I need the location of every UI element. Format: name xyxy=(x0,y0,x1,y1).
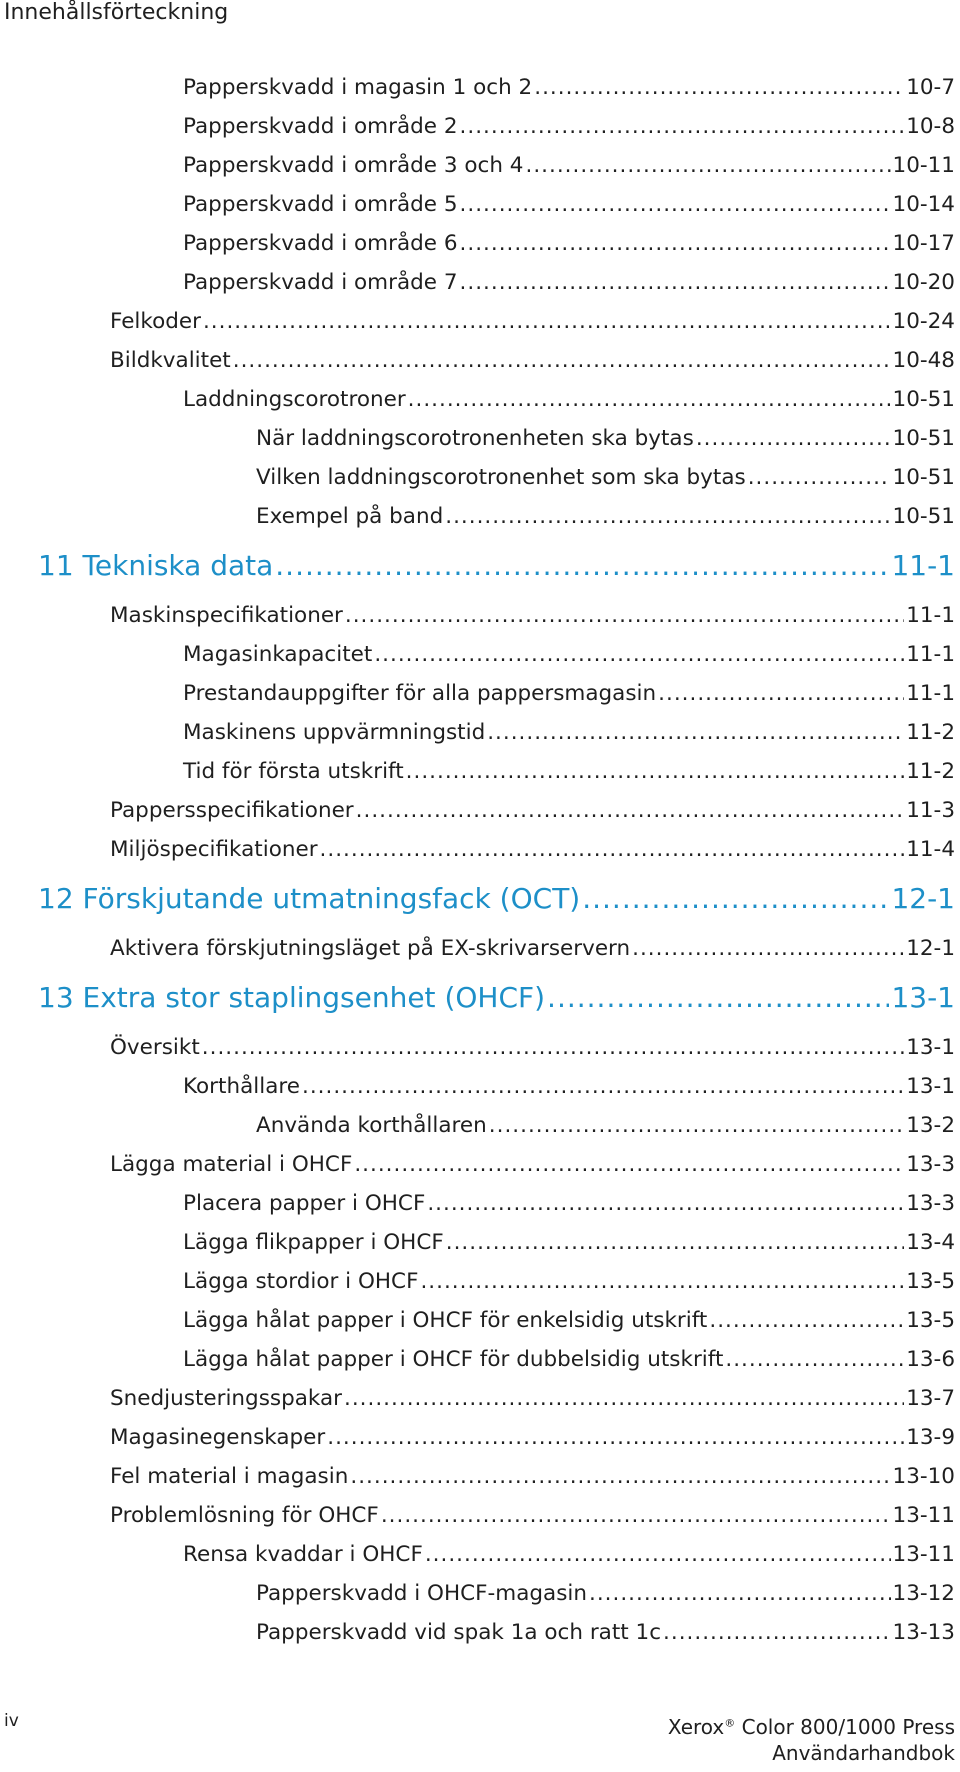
dot-leader xyxy=(525,146,890,185)
toc-entry-page: 10-20 xyxy=(892,270,955,295)
toc-entry[interactable] xyxy=(0,1262,960,1301)
toc-entry-title: Papperskvadd i område 6 xyxy=(183,231,458,256)
dot-leader xyxy=(534,68,904,107)
toc-entry-page: 11-1 xyxy=(906,681,955,706)
registered-mark: ® xyxy=(724,1716,736,1730)
toc-entry-title: Korthållare xyxy=(183,1074,300,1099)
toc-entry[interactable] xyxy=(0,224,960,263)
toc-entry-title: Prestandauppgifter för alla pappersmagasin xyxy=(183,681,657,706)
toc-entry-title: 13 Extra stor staplingsenhet (OHCF) xyxy=(38,981,546,1014)
toc-entry[interactable] xyxy=(0,497,960,536)
toc-entry-page: 13-13 xyxy=(892,1620,955,1645)
toc-entry-page: 13-11 xyxy=(892,1542,955,1567)
dot-leader xyxy=(658,674,904,713)
toc-entry-page: 10-24 xyxy=(892,309,955,334)
toc-entry[interactable] xyxy=(0,185,960,224)
toc-entry-title: Papperskvadd vid spak 1a och ratt 1c xyxy=(256,1620,662,1645)
toc-entry-title: Lägga hålat papper i OHCF för dubbelsidig utskrift xyxy=(183,1347,724,1372)
toc-entry-page: 13-5 xyxy=(906,1269,955,1294)
dot-leader xyxy=(233,341,891,380)
toc-entry[interactable] xyxy=(0,68,960,107)
toc-entry[interactable] xyxy=(0,1496,960,1535)
toc-entry-title: Papperskvadd i område 7 xyxy=(183,270,458,295)
dot-leader xyxy=(632,929,904,968)
toc-entry-title: Lägga hålat papper i OHCF för enkelsidig utskrift xyxy=(183,1308,708,1333)
toc-entry-page: 13-2 xyxy=(906,1113,955,1138)
manual-title: Användarhandbok xyxy=(772,1741,955,1765)
toc-entry-title: Papperskvadd i OHCF-magasin xyxy=(256,1581,587,1606)
toc-entry-title: Fel material i magasin xyxy=(110,1464,349,1489)
toc-entry-title: Maskinens uppvärmningstid xyxy=(183,720,486,745)
toc-entry-page: 11-1 xyxy=(906,603,955,628)
toc-entry-title: Aktivera förskjutningsläget på EX-skrivarservern xyxy=(110,936,631,961)
toc-entry-page: 10-7 xyxy=(906,75,955,100)
toc-entry-title: Använda korthållaren xyxy=(256,1113,487,1138)
toc-entry-page: 11-1 xyxy=(906,642,955,667)
toc-entry[interactable] xyxy=(0,1184,960,1223)
toc-entry-page: 11-1 xyxy=(891,549,955,582)
toc-entry[interactable] xyxy=(0,302,960,341)
toc-entry-page: 13-4 xyxy=(906,1230,955,1255)
product-name: Color 800/1000 Press xyxy=(741,1715,955,1739)
toc-entry-title: Vilken laddningscorotronenhet som ska bytas xyxy=(256,465,746,490)
toc-entry-title: Lägga stordior i OHCF xyxy=(183,1269,419,1294)
toc-entry-page: 13-10 xyxy=(892,1464,955,1489)
toc-entry-page: 13-1 xyxy=(891,981,955,1014)
dot-leader xyxy=(425,1535,891,1574)
toc-entry-title: Exempel på band xyxy=(256,504,444,529)
dot-leader xyxy=(487,713,904,752)
dot-leader xyxy=(420,1262,904,1301)
dot-leader xyxy=(460,107,905,146)
toc-entry-title: Papperskvadd i område 3 och 4 xyxy=(183,153,524,178)
toc-entry-page: 13-5 xyxy=(906,1308,955,1333)
toc-entry-title: Placera papper i OHCF xyxy=(183,1191,426,1216)
toc-entry-title: Problemlösning för OHCF xyxy=(110,1503,379,1528)
dot-leader xyxy=(202,1028,904,1067)
footer-brand xyxy=(668,1714,955,1766)
toc-entry-title: Papperskvadd i magasin 1 och 2 xyxy=(183,75,533,100)
toc-entry-page: 10-14 xyxy=(892,192,955,217)
toc-entry[interactable] xyxy=(0,713,960,752)
toc-entry-page: 10-8 xyxy=(906,114,955,139)
dot-leader xyxy=(345,596,904,635)
dot-leader xyxy=(445,497,890,536)
toc-entry-page: 13-7 xyxy=(906,1386,955,1411)
brand-name: Xerox xyxy=(667,1715,725,1739)
toc-entry-page: 10-17 xyxy=(892,231,955,256)
toc-entry-title: Laddningscorotroner xyxy=(183,387,406,412)
toc-entry[interactable] xyxy=(0,1574,960,1613)
page-number: iv xyxy=(4,1711,19,1731)
toc-entry[interactable] xyxy=(0,596,960,635)
toc-entry-page: 13-3 xyxy=(906,1152,955,1177)
toc-chapter-entry[interactable] xyxy=(0,875,960,923)
dot-leader xyxy=(381,1496,891,1535)
toc-entry-title: När laddningscorotronenheten ska bytas xyxy=(256,426,694,451)
toc-entry-page: 10-11 xyxy=(892,153,955,178)
toc-entry-page: 13-1 xyxy=(906,1035,955,1060)
toc-entry-page: 11-4 xyxy=(906,837,955,862)
dot-leader xyxy=(350,1457,890,1496)
dot-leader xyxy=(748,458,891,497)
toc-entry[interactable] xyxy=(0,341,960,380)
toc-entry[interactable] xyxy=(0,458,960,497)
toc-entry-title: Pappersspecifikationer xyxy=(110,798,354,823)
toc-entry[interactable] xyxy=(0,791,960,830)
dot-leader xyxy=(327,1418,904,1457)
toc-entry[interactable] xyxy=(0,107,960,146)
toc-entry[interactable] xyxy=(0,1457,960,1496)
toc-entry[interactable] xyxy=(0,674,960,713)
toc-entry-title: Papperskvadd i område 2 xyxy=(183,114,458,139)
dot-leader xyxy=(709,1301,904,1340)
toc-entry-page: 10-48 xyxy=(892,348,955,373)
toc-entry[interactable] xyxy=(0,1145,960,1184)
toc-entry[interactable] xyxy=(0,1106,960,1145)
dot-leader xyxy=(302,1067,904,1106)
toc-entry[interactable] xyxy=(0,1067,960,1106)
toc-entry-title: Maskinspecifikationer xyxy=(110,603,343,628)
toc-entry-page: 10-51 xyxy=(892,465,955,490)
toc-entry[interactable] xyxy=(0,1613,960,1652)
dot-leader xyxy=(408,380,891,419)
toc-entry-title: Snedjusteringsspakar xyxy=(110,1386,343,1411)
toc-entry-title: 11 Tekniska data xyxy=(38,549,274,582)
toc-entry-title: 12 Förskjutande utmatningsfack (OCT) xyxy=(38,882,581,915)
dot-leader xyxy=(460,224,891,263)
toc-entry-page: 13-9 xyxy=(906,1425,955,1450)
toc-entry[interactable] xyxy=(0,1223,960,1262)
dot-leader xyxy=(547,974,889,1022)
toc-entry-page: 12-1 xyxy=(906,936,955,961)
dot-leader xyxy=(446,1223,904,1262)
toc-entry-title: Felkoder xyxy=(110,309,201,334)
dot-leader xyxy=(275,542,889,590)
toc-entry-title: Papperskvadd i område 5 xyxy=(183,192,458,217)
toc-entry[interactable] xyxy=(0,419,960,458)
toc-entry-title: Magasinegenskaper xyxy=(110,1425,326,1450)
toc-entry[interactable] xyxy=(0,1301,960,1340)
toc-entry[interactable] xyxy=(0,1418,960,1457)
dot-leader xyxy=(427,1184,904,1223)
dot-leader xyxy=(582,875,889,923)
dot-leader xyxy=(489,1106,904,1145)
toc-entry-title: Magasinkapacitet xyxy=(183,642,373,667)
toc-entry-page: 10-51 xyxy=(892,504,955,529)
toc-chapter-entry[interactable] xyxy=(0,542,960,590)
toc-entry-page: 13-6 xyxy=(906,1347,955,1372)
dot-leader xyxy=(663,1613,890,1652)
toc-entry[interactable] xyxy=(0,635,960,674)
toc-entry-page: 10-51 xyxy=(892,426,955,451)
toc-chapter-entry[interactable] xyxy=(0,974,960,1022)
dot-leader xyxy=(354,1145,904,1184)
dot-leader xyxy=(203,302,891,341)
running-title: Innehållsförteckning xyxy=(4,0,229,25)
toc-entry-title: Lägga material i OHCF xyxy=(110,1152,353,1177)
dot-leader xyxy=(356,791,905,830)
toc-entry-page: 13-12 xyxy=(892,1581,955,1606)
toc-entry[interactable] xyxy=(0,380,960,419)
toc-entry-title: Rensa kvaddar i OHCF xyxy=(183,1542,423,1567)
table-of-contents xyxy=(0,68,960,1652)
toc-entry[interactable] xyxy=(0,752,960,791)
toc-entry-title: Tid för första utskrift xyxy=(183,759,404,784)
dot-leader xyxy=(320,830,905,869)
toc-entry-page: 13-1 xyxy=(906,1074,955,1099)
toc-entry[interactable] xyxy=(0,1340,960,1379)
toc-entry-title: Lägga flikpapper i OHCF xyxy=(183,1230,444,1255)
toc-entry[interactable] xyxy=(0,830,960,869)
dot-leader xyxy=(696,419,891,458)
dot-leader xyxy=(460,263,891,302)
dot-leader xyxy=(589,1574,891,1613)
toc-entry[interactable] xyxy=(0,929,960,968)
toc-entry-title: Miljöspecifikationer xyxy=(110,837,318,862)
toc-entry-title: Bildkvalitet xyxy=(110,348,231,373)
dot-leader xyxy=(374,635,904,674)
toc-entry-page: 11-3 xyxy=(906,798,955,823)
toc-entry[interactable] xyxy=(0,263,960,302)
toc-entry[interactable] xyxy=(0,1028,960,1067)
toc-entry-page: 13-3 xyxy=(906,1191,955,1216)
toc-entry[interactable] xyxy=(0,1379,960,1418)
footer-product-line xyxy=(668,1714,955,1740)
toc-entry-page: 12-1 xyxy=(891,882,955,915)
toc-entry[interactable] xyxy=(0,1535,960,1574)
toc-entry-page: 10-51 xyxy=(892,387,955,412)
toc-entry-page: 11-2 xyxy=(906,720,955,745)
dot-leader xyxy=(344,1379,904,1418)
toc-entry-page: 11-2 xyxy=(906,759,955,784)
dot-leader xyxy=(460,185,891,224)
toc-entry-page: 13-11 xyxy=(892,1503,955,1528)
dot-leader xyxy=(406,752,905,791)
toc-entry-title: Översikt xyxy=(110,1035,200,1060)
dot-leader xyxy=(725,1340,904,1379)
toc-entry[interactable] xyxy=(0,146,960,185)
